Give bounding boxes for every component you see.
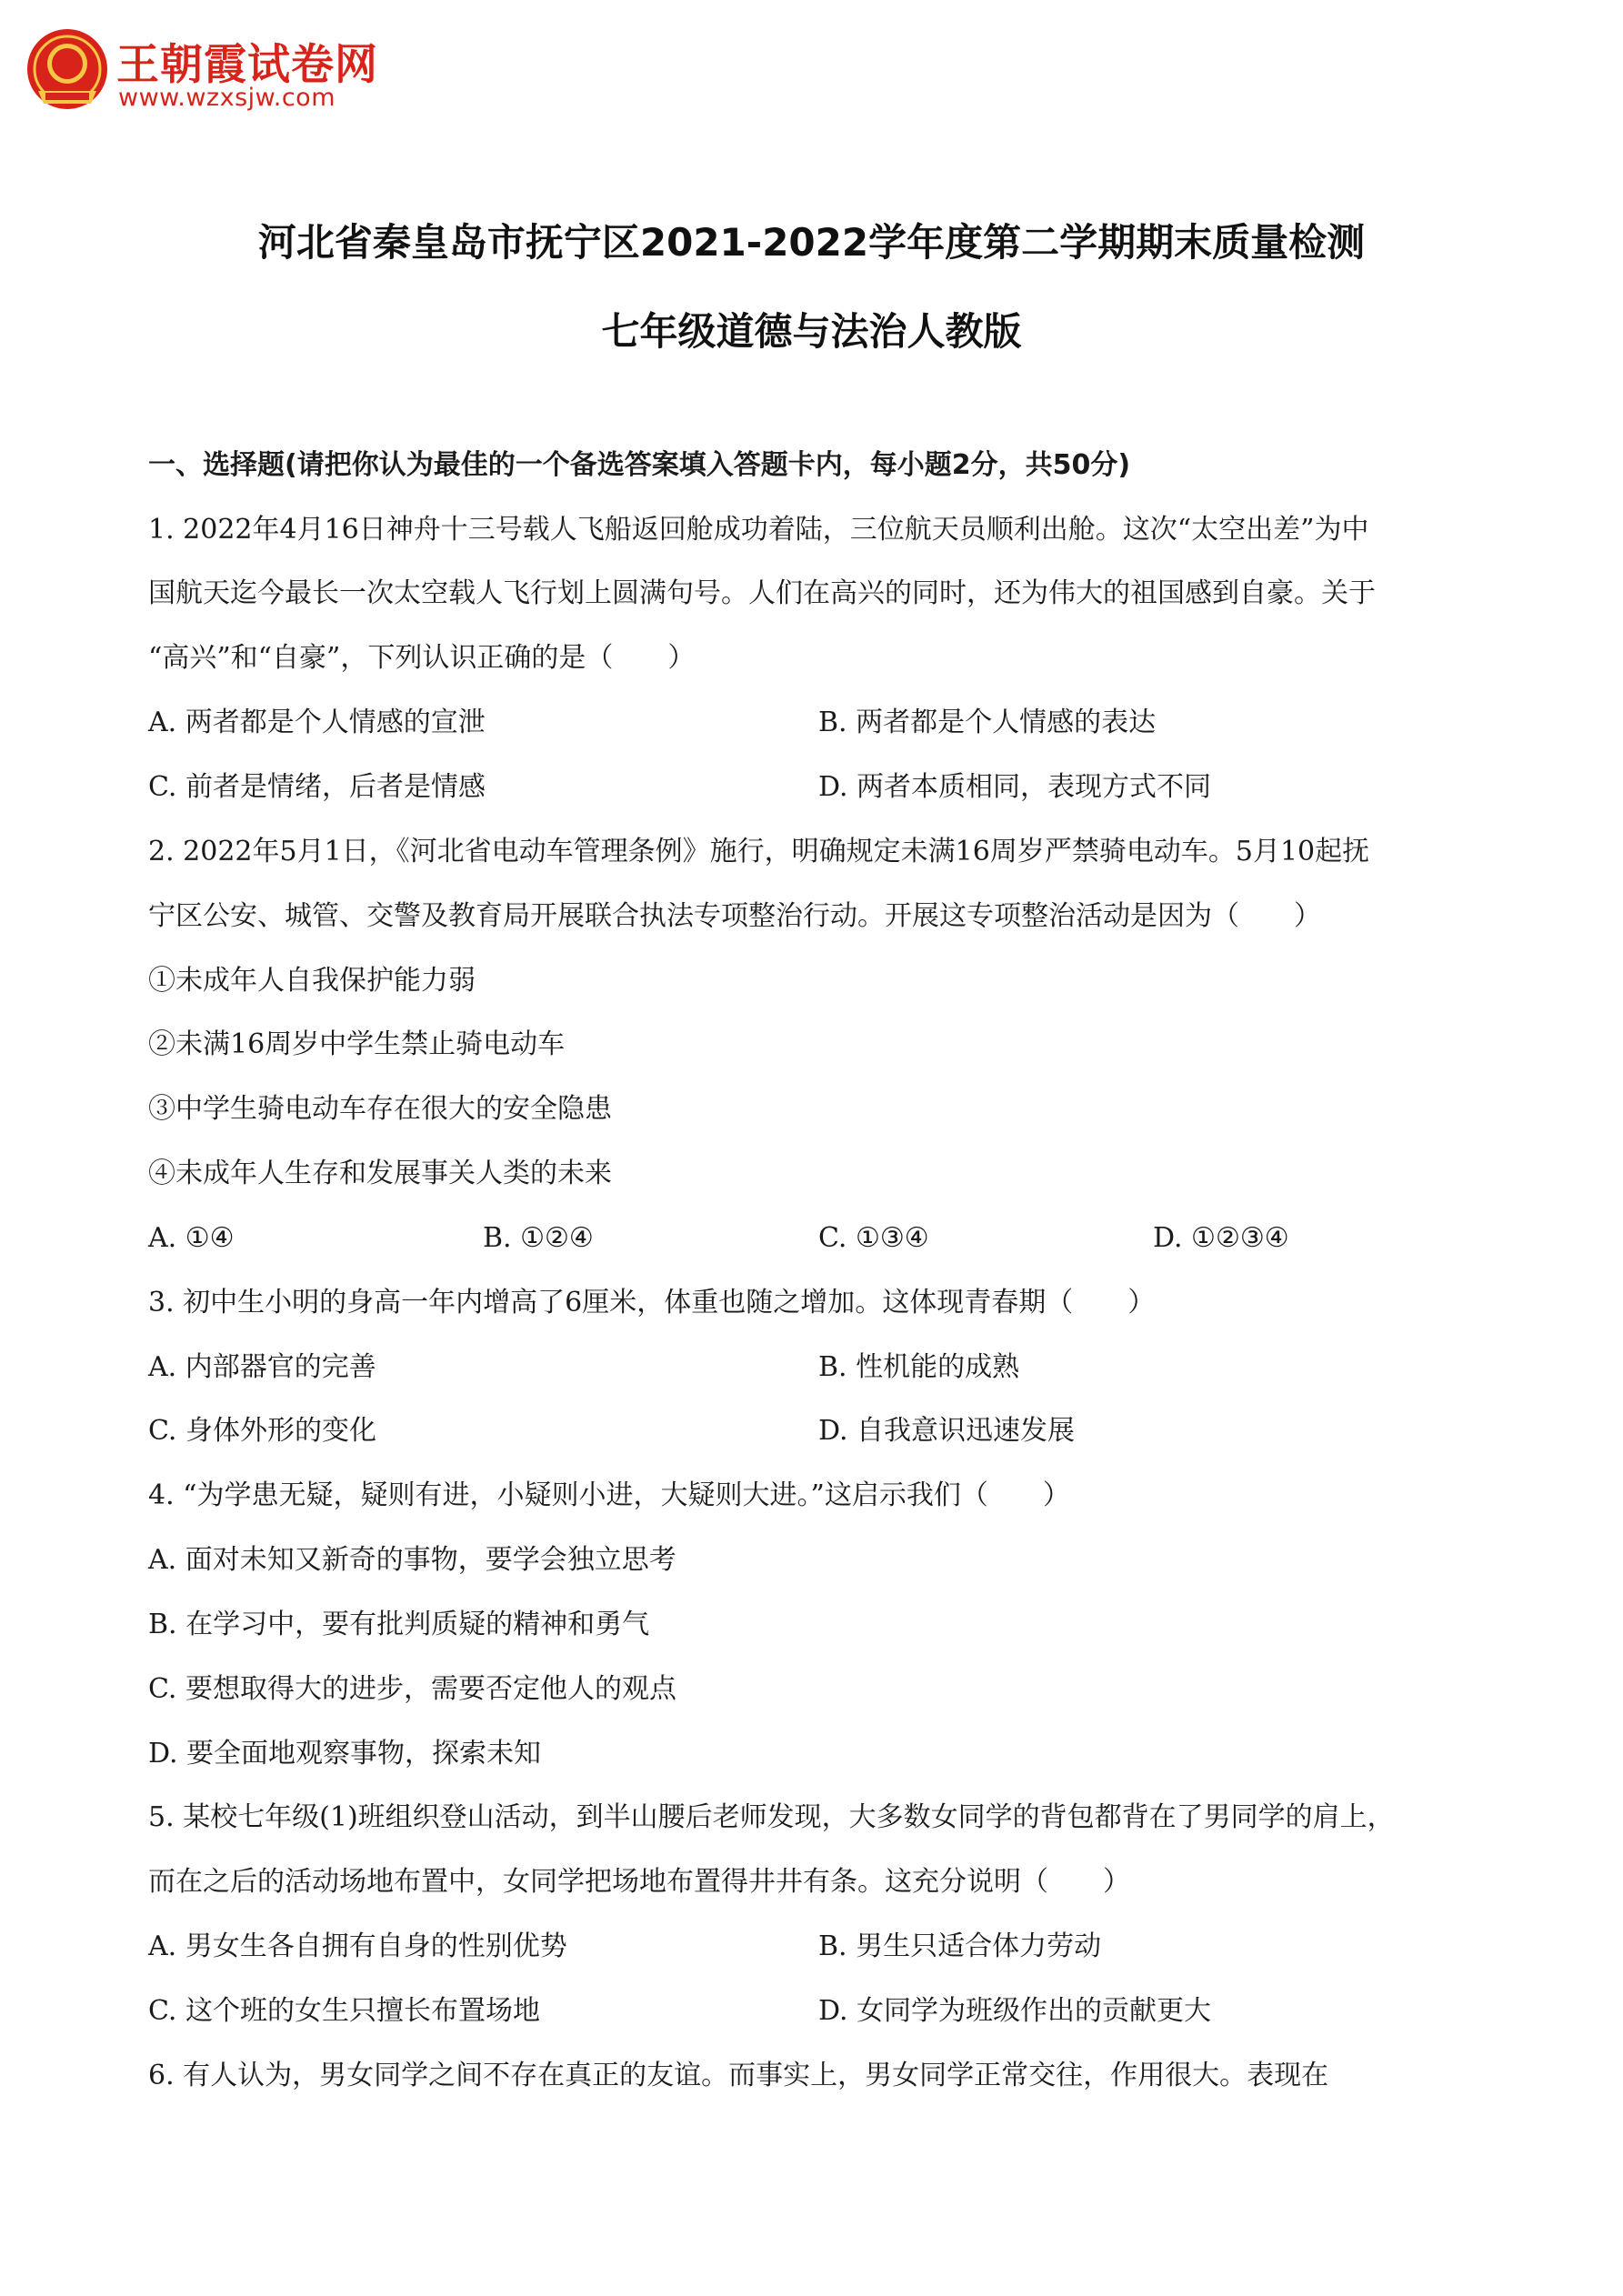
q4-option-c: C. 要想取得大的进步，需要否定他人的观点 [148, 1673, 676, 1705]
q1-stem-line: “高兴”和“自豪”，下列认识正确的是（ ） [148, 642, 696, 674]
q5-option-a: A. 男女生各自拥有自身的性别优势 [148, 1930, 567, 1962]
q2-option-d: D. ①②③④ [1153, 1222, 1289, 1254]
q5-option-d: D. 女同学为班级作出的贡献更大 [818, 1995, 1212, 2027]
q3-stem-line: 3. 初中生小明的身高一年内增高了6厘米，体重也随之增加。这体现青春期（ ） [148, 1287, 1156, 1318]
q2-item: ①未成年人自我保护能力弱 [148, 965, 476, 997]
q1-option-a: A. 两者都是个人情感的宣泄 [148, 707, 486, 738]
q2-item: ②未满16周岁中学生禁止骑电动车 [148, 1028, 566, 1060]
seal-icon [25, 27, 109, 111]
q4-option-a: A. 面对未知又新奇的事物，要学会独立思考 [148, 1544, 676, 1576]
q1-stem-line: 国航天迄今最长一次太空载人飞行划上圆满句号。人们在高兴的同时，还为伟大的祖国感到自豪。关于 [148, 577, 1376, 609]
q5-option-b: B. 男生只适合体力劳动 [818, 1930, 1102, 1962]
q1-stem-line: 1. 2022年4月16日神舟十三号载人飞船返回舱成功着陆，三位航天员顺利出舱。这次“太空出差”为中 [148, 514, 1369, 546]
q5-stem-line: 5. 某校七年级(1)班组织登山活动，到半山腰后老师发现，大多数女同学的背包都背在了男同学的肩上， [148, 1801, 1395, 1833]
exam-title: 河北省秦皇岛市抚宁区2021-2022学年度第二学期期末质量检测 [257, 220, 1366, 265]
q2-stem-line: 2. 2022年5月1日，《河北省电动车管理条例》施行，明确规定未满16周岁严禁骑电动车。5月10起抚 [148, 836, 1370, 867]
q3-option-c: C. 身体外形的变化 [148, 1415, 376, 1447]
q1-option-c: C. 前者是情绪，后者是情感 [148, 771, 486, 803]
q3-option-a: A. 内部器官的完善 [148, 1351, 376, 1383]
q2-item: ③中学生骑电动车存在很大的安全隐患 [148, 1093, 612, 1125]
q2-stem-line: 宁区公安、城管、交警及教育局开展联合执法专项整治行动。开展这专项整治活动是因为（ ） [148, 900, 1321, 932]
q3-option-d: D. 自我意识迅速发展 [818, 1415, 1076, 1447]
q5-stem-line: 而在之后的活动场地布置中，女同学把场地布置得井井有条。这充分说明（ ） [148, 1866, 1130, 1898]
q1-option-d: D. 两者本质相同，表现方式不同 [818, 771, 1212, 803]
site-logo[interactable] [25, 27, 407, 118]
q4-option-b: B. 在学习中，要有批判质疑的精神和勇气 [148, 1609, 650, 1640]
q3-option-b: B. 性机能的成熟 [818, 1351, 1020, 1383]
q4-stem-line: 4. “为学患无疑，疑则有进，小疑则小进，大疑则大进。”这启示我们（ ） [148, 1479, 1070, 1511]
q2-option-b: B. ①②④ [483, 1222, 594, 1254]
q2-option-c: C. ①③④ [818, 1222, 929, 1254]
section-heading: 一、选择题(请把你认为最佳的一个备选答案填入答题卡内，每小题2分，共50分) [148, 449, 1131, 481]
logo-name: 王朝霞试卷网 [116, 40, 378, 90]
q4-option-d: D. 要全面地观察事物，探索未知 [148, 1738, 542, 1770]
q1-option-b: B. 两者都是个人情感的表达 [818, 707, 1157, 738]
q2-option-a: A. ①④ [148, 1222, 235, 1254]
q2-item: ④未成年人生存和发展事关人类的未来 [148, 1158, 612, 1189]
q6-stem-line: 6. 有人认为，男女同学之间不存在真正的友谊。而事实上，男女同学正常交往，作用很大。表现在 [148, 2060, 1329, 2091]
logo-url[interactable]: www.wzxsjw.com [118, 84, 336, 112]
exam-subtitle: 七年级道德与法治人教版 [601, 309, 1022, 354]
q5-option-c: C. 这个班的女生只擅长布置场地 [148, 1995, 540, 2027]
